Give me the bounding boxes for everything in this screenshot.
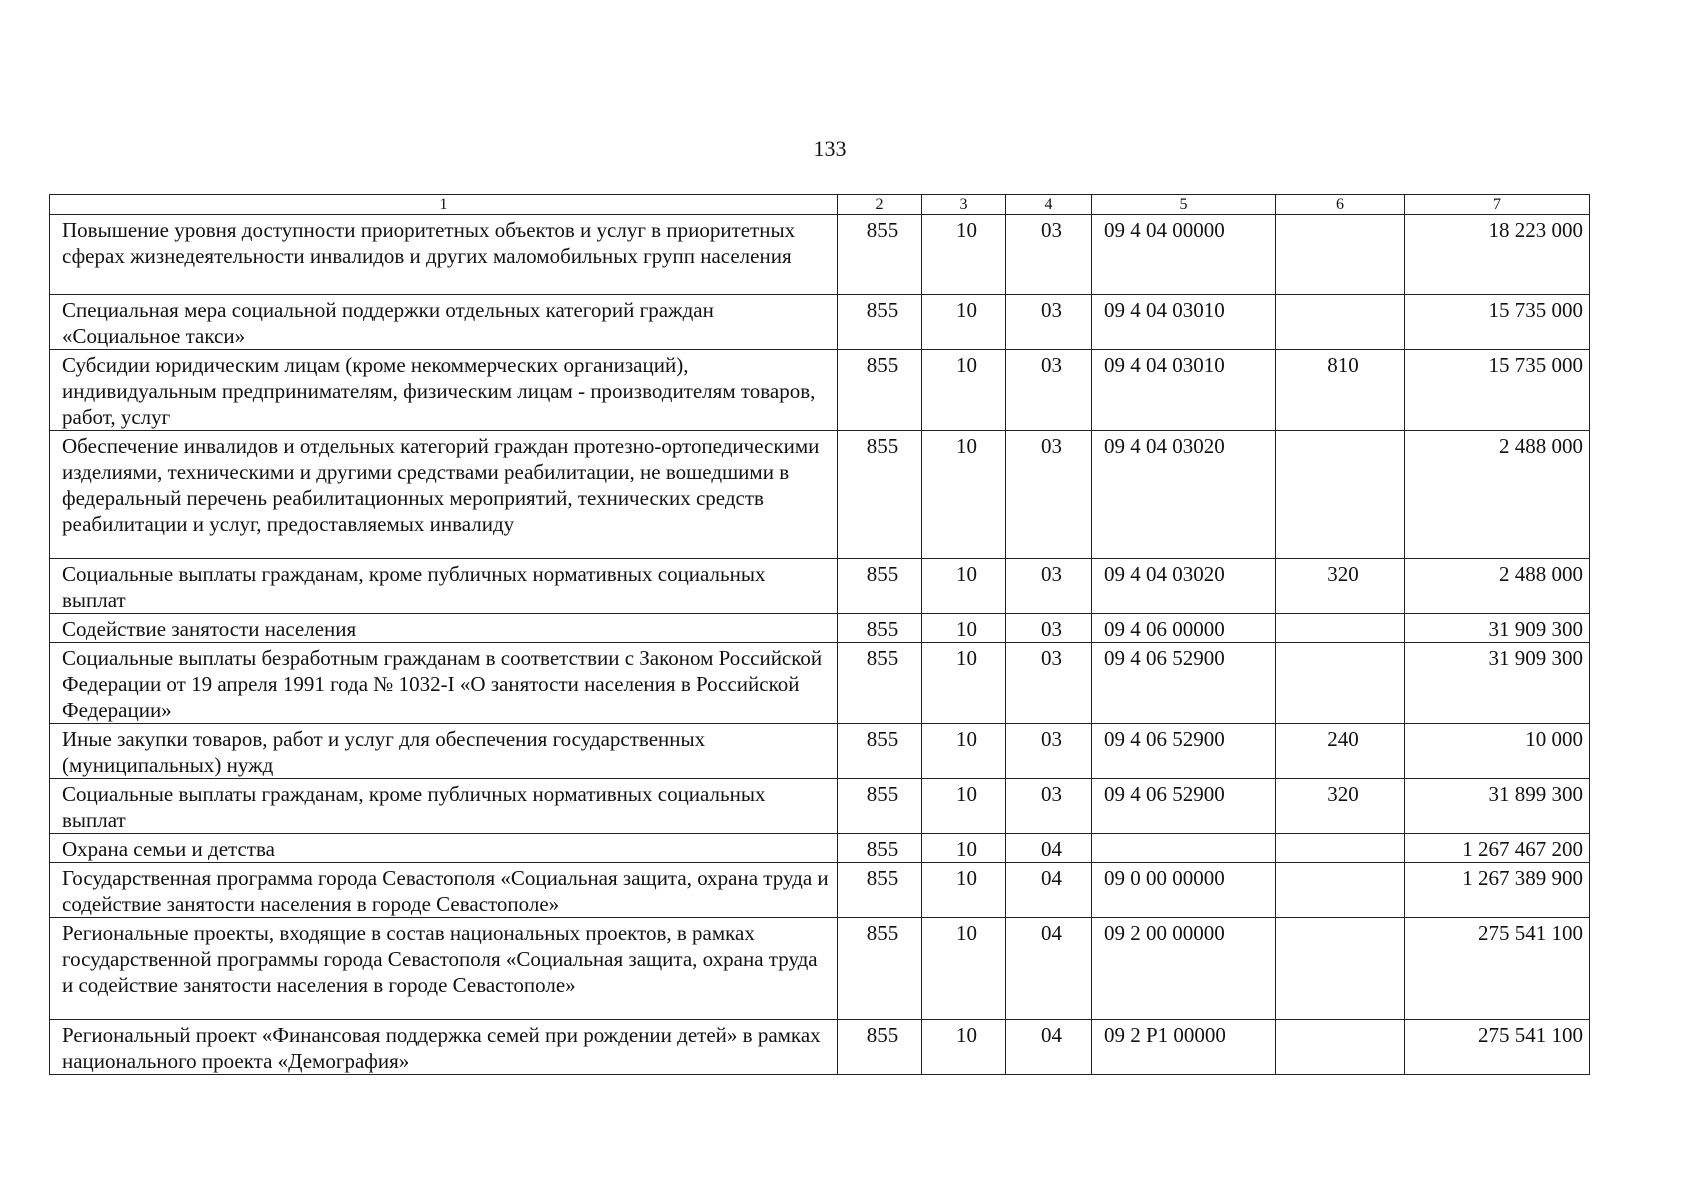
row-admin-code-cell: 855 xyxy=(838,614,922,643)
table-row xyxy=(50,559,1590,614)
row-section-cell: 10 xyxy=(922,350,1006,431)
row-amount-cell: 15 735 000 xyxy=(1405,350,1590,431)
row-admin-code-cell: 855 xyxy=(838,431,922,559)
row-section-cell: 10 xyxy=(922,779,1006,834)
row-name-cell: Государственная программа города Севастополя «Социальная защита, охрана труда и содействие занятости населения в городе Севастополе» xyxy=(50,863,838,918)
header-cell-3: 3 xyxy=(922,195,1006,215)
row-expense-type-cell: 320 xyxy=(1276,559,1405,614)
row-admin-code-cell: 855 xyxy=(838,215,922,295)
row-expense-type-cell xyxy=(1276,863,1405,918)
row-subsection-cell: 04 xyxy=(1006,918,1092,1020)
row-name-cell: Социальные выплаты гражданам, кроме публичных нормативных социальных выплат xyxy=(50,559,838,614)
row-subsection-cell: 03 xyxy=(1006,350,1092,431)
row-section-cell: 10 xyxy=(922,918,1006,1020)
row-section-cell: 10 xyxy=(922,863,1006,918)
table-row xyxy=(50,779,1590,834)
table-row xyxy=(50,350,1590,431)
header-cell-2: 2 xyxy=(838,195,922,215)
row-expense-type-cell: 810 xyxy=(1276,350,1405,431)
row-target-article-cell: 09 4 04 03020 xyxy=(1092,431,1276,559)
row-expense-type-cell: 320 xyxy=(1276,779,1405,834)
table-row xyxy=(50,614,1590,643)
row-subsection-cell: 03 xyxy=(1006,724,1092,779)
row-target-article-cell: 09 2 00 00000 xyxy=(1092,918,1276,1020)
row-admin-code-cell: 855 xyxy=(838,1020,922,1075)
row-section-cell: 10 xyxy=(922,1020,1006,1075)
row-amount-cell: 18 223 000 xyxy=(1405,215,1590,295)
row-admin-code-cell: 855 xyxy=(838,863,922,918)
row-subsection-cell: 04 xyxy=(1006,863,1092,918)
row-subsection-cell: 03 xyxy=(1006,431,1092,559)
row-name-cell: Региональный проект «Финансовая поддержка семей при рождении детей» в рамках национального проекта «Демография» xyxy=(50,1020,838,1075)
row-name-cell: Повышение уровня доступности приоритетных объектов и услуг в приоритетных сферах жизнедеятельности инвалидов и других маломобильных групп населения xyxy=(50,215,838,295)
table-row xyxy=(50,724,1590,779)
row-name-cell: Субсидии юридическим лицам (кроме некоммерческих организаций), индивидуальным предпринимателям, физическим лицам - производителям товаров, работ, услуг xyxy=(50,350,838,431)
row-target-article-cell: 09 0 00 00000 xyxy=(1092,863,1276,918)
row-name-cell: Социальные выплаты гражданам, кроме публичных нормативных социальных выплат xyxy=(50,779,838,834)
header-row xyxy=(50,195,1590,215)
header-cell-5: 5 xyxy=(1092,195,1276,215)
row-amount-cell: 275 541 100 xyxy=(1405,1020,1590,1075)
row-section-cell: 10 xyxy=(922,724,1006,779)
row-target-article-cell: 09 4 06 52900 xyxy=(1092,779,1276,834)
row-target-article-cell: 09 4 04 03010 xyxy=(1092,350,1276,431)
table-row xyxy=(50,431,1590,559)
row-expense-type-cell xyxy=(1276,614,1405,643)
table-row xyxy=(50,834,1590,863)
row-subsection-cell: 03 xyxy=(1006,614,1092,643)
row-expense-type-cell xyxy=(1276,834,1405,863)
row-admin-code-cell: 855 xyxy=(838,350,922,431)
row-subsection-cell: 03 xyxy=(1006,215,1092,295)
table-row xyxy=(50,863,1590,918)
row-amount-cell: 31 909 300 xyxy=(1405,614,1590,643)
row-target-article-cell: 09 4 04 03020 xyxy=(1092,559,1276,614)
row-amount-cell: 15 735 000 xyxy=(1405,295,1590,350)
row-section-cell: 10 xyxy=(922,431,1006,559)
table-row xyxy=(50,918,1590,1020)
budget-table xyxy=(49,194,1590,1075)
page-number: 133 xyxy=(813,136,847,161)
row-section-cell: 10 xyxy=(922,834,1006,863)
row-amount-cell: 2 488 000 xyxy=(1405,431,1590,559)
row-subsection-cell: 03 xyxy=(1006,643,1092,724)
row-admin-code-cell: 855 xyxy=(838,295,922,350)
row-name-cell: Иные закупки товаров, работ и услуг для обеспечения государственных (муниципальных) нужд xyxy=(50,724,838,779)
row-subsection-cell: 04 xyxy=(1006,1020,1092,1075)
row-expense-type-cell xyxy=(1276,918,1405,1020)
row-admin-code-cell: 855 xyxy=(838,559,922,614)
row-admin-code-cell: 855 xyxy=(838,643,922,724)
row-amount-cell: 2 488 000 xyxy=(1405,559,1590,614)
row-target-article-cell: 09 4 06 00000 xyxy=(1092,614,1276,643)
header-cell-4: 4 xyxy=(1006,195,1092,215)
row-amount-cell: 31 899 300 xyxy=(1405,779,1590,834)
row-admin-code-cell: 855 xyxy=(838,918,922,1020)
row-subsection-cell: 03 xyxy=(1006,779,1092,834)
row-section-cell: 10 xyxy=(922,614,1006,643)
row-expense-type-cell xyxy=(1276,215,1405,295)
row-target-article-cell: 09 4 06 52900 xyxy=(1092,643,1276,724)
row-name-cell: Региональные проекты, входящие в состав национальных проектов, в рамках государственной программы города Севастополя «Социальная защита, охрана труда и содействие занятости населения в городе Севастополе» xyxy=(50,918,838,1020)
row-section-cell: 10 xyxy=(922,295,1006,350)
row-subsection-cell: 03 xyxy=(1006,295,1092,350)
row-expense-type-cell xyxy=(1276,643,1405,724)
row-target-article-cell: 09 4 06 52900 xyxy=(1092,724,1276,779)
row-expense-type-cell xyxy=(1276,1020,1405,1075)
row-target-article-cell: 09 4 04 00000 xyxy=(1092,215,1276,295)
row-section-cell: 10 xyxy=(922,643,1006,724)
table-row xyxy=(50,215,1590,295)
row-amount-cell: 10 000 xyxy=(1405,724,1590,779)
row-subsection-cell: 04 xyxy=(1006,834,1092,863)
row-expense-type-cell xyxy=(1276,295,1405,350)
row-expense-type-cell xyxy=(1276,431,1405,559)
table-row xyxy=(50,1020,1590,1075)
row-section-cell: 10 xyxy=(922,215,1006,295)
row-expense-type-cell: 240 xyxy=(1276,724,1405,779)
row-name-cell: Охрана семьи и детства xyxy=(50,834,838,863)
row-admin-code-cell: 855 xyxy=(838,779,922,834)
row-target-article-cell: 09 2 P1 00000 xyxy=(1092,1020,1276,1075)
row-name-cell: Социальные выплаты безработным гражданам в соответствии с Законом Российской Федерации от 19 апреля 1991 года № 1032-I «О занятости населения в Российской Федерации» xyxy=(50,643,838,724)
header-cell-7: 7 xyxy=(1405,195,1590,215)
header-cell-1: 1 xyxy=(50,195,838,215)
table-row xyxy=(50,295,1590,350)
row-subsection-cell: 03 xyxy=(1006,559,1092,614)
row-admin-code-cell: 855 xyxy=(838,834,922,863)
header-cell-6: 6 xyxy=(1276,195,1405,215)
table-body xyxy=(50,215,1590,1075)
row-target-article-cell: 09 4 04 03010 xyxy=(1092,295,1276,350)
row-amount-cell: 275 541 100 xyxy=(1405,918,1590,1020)
row-admin-code-cell: 855 xyxy=(838,724,922,779)
row-name-cell: Обеспечение инвалидов и отдельных категорий граждан протезно-ортопедическими изделиями, техническими и другими средствами реабилитации, не вошедшими в федеральный перечень реабилитационных мероприятий, технических средств реабилитации и услуг, предоставляемых инвалиду xyxy=(50,431,838,559)
row-name-cell: Специальная мера социальной поддержки отдельных категорий граждан «Социальное такси» xyxy=(50,295,838,350)
row-target-article-cell xyxy=(1092,834,1276,863)
row-section-cell: 10 xyxy=(922,559,1006,614)
row-amount-cell: 31 909 300 xyxy=(1405,643,1590,724)
row-amount-cell: 1 267 389 900 xyxy=(1405,863,1590,918)
row-amount-cell: 1 267 467 200 xyxy=(1405,834,1590,863)
row-name-cell: Содействие занятости населения xyxy=(50,614,838,643)
table-row xyxy=(50,643,1590,724)
